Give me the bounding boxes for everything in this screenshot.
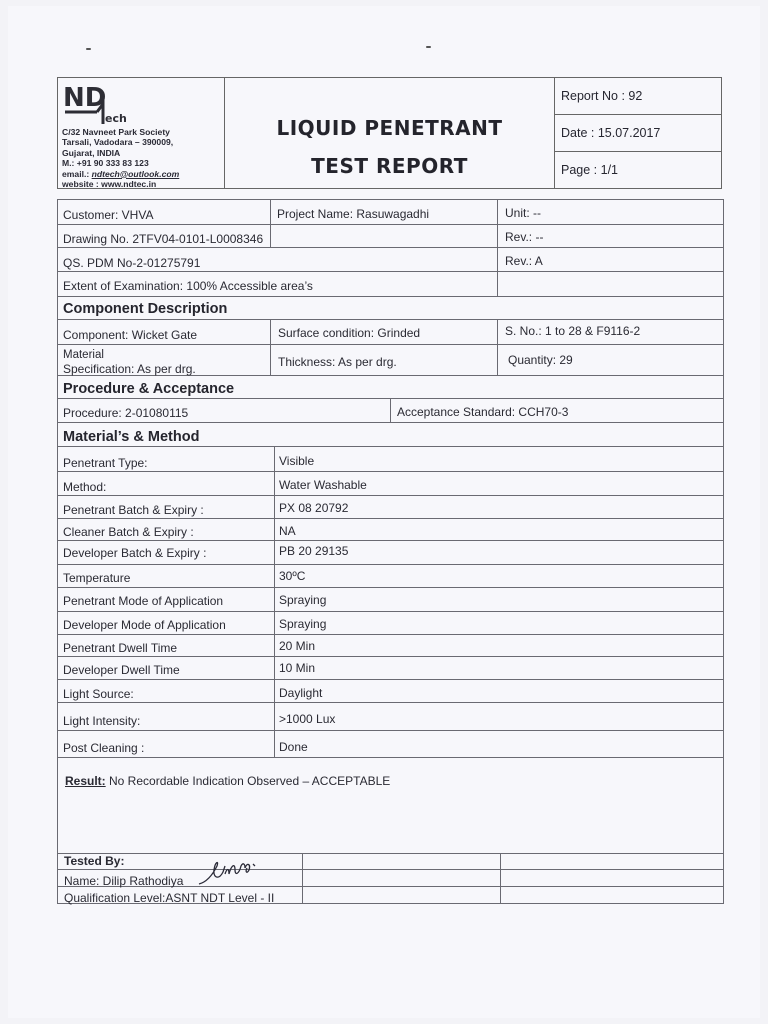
penetrant-dwell-value: 20 Min [279, 639, 316, 653]
section-materials-method: Material’s & Method [63, 429, 200, 445]
penetrant-mode-label: Penetrant Mode of Application [63, 594, 224, 608]
temperature-label: Temperature [63, 571, 131, 585]
serial-numbers: S. No.: 1 to 28 & F9116-2 [505, 324, 641, 338]
company-block [58, 78, 225, 188]
customer: Customer: VHVA [63, 208, 154, 222]
section-component-description: Component Description [63, 301, 228, 317]
address-line: C/32 Navneet Park Society [62, 127, 170, 137]
email-line: email.: ndtech@outlook.com [62, 168, 180, 179]
website-line[interactable]: website : www.ndtec.in [62, 179, 157, 190]
report-title-line1: LIQUID PENETRANT [276, 116, 503, 140]
page-number: Page : 1/1 [561, 163, 618, 177]
light-source-value: Daylight [279, 686, 323, 700]
address-line: M.: +91 90 333 83 123 [62, 158, 149, 169]
developer-mode-value: Spraying [279, 617, 327, 631]
post-cleaning-value: Done [279, 740, 308, 754]
component-name: Component: Wicket Gate [63, 328, 198, 342]
title-block [225, 78, 555, 188]
quantity: Quantity: 29 [508, 353, 573, 367]
report-date: Date : 15.07.2017 [555, 115, 721, 152]
light-intensity-value: >1000 Lux [279, 712, 336, 726]
address-line: Gujarat, INDIA [62, 147, 121, 158]
procedure-number: Procedure: 2-01080115 [63, 406, 189, 420]
developer-batch-label: Developer Batch & Expiry : [63, 546, 207, 560]
penetrant-batch-value: PX 08 20792 [279, 501, 349, 515]
qs-pdm-number: QS. PDM No-2-01275791 [63, 256, 201, 270]
developer-mode-label: Developer Mode of Application [63, 618, 226, 632]
tester-qualification: Qualification Level:ASNT NDT Level - II [64, 891, 275, 905]
developer-dwell-value: 10 Min [279, 661, 316, 675]
extent-of-examination: Extent of Examination: 100% Accessible area’s [63, 279, 313, 293]
temperature-value: 30ºC [279, 569, 306, 583]
unit: Unit: -- [505, 206, 541, 220]
cleaner-batch-label: Cleaner Batch & Expiry : [63, 525, 194, 539]
result [65, 774, 390, 788]
method-value: Water Washable [279, 478, 367, 492]
penetrant-type-value: Visible [279, 454, 315, 468]
light-intensity-label: Light Intensity: [63, 714, 141, 728]
surface-condition: Surface condition: Grinded [278, 326, 421, 340]
developer-batch-value: PB 20 29135 [279, 544, 349, 558]
paper-speck [426, 46, 431, 48]
material-label: Material [63, 349, 104, 361]
svg-text:ech: ech [105, 112, 127, 124]
tested-by-heading: Tested By: [64, 854, 125, 868]
signature [195, 852, 265, 892]
email-link[interactable]: ndtech@outlook.com [91, 168, 180, 179]
svg-text:ND: ND [63, 83, 107, 113]
developer-dwell-label: Developer Dwell Time [63, 663, 180, 677]
material-specification: Specification: As per drg. [63, 362, 196, 376]
light-source-label: Light Source: [63, 687, 134, 701]
report-title-line2: TEST REPORT [311, 154, 468, 178]
method-label: Method: [63, 480, 107, 494]
paper-speck [86, 48, 91, 50]
report-table [57, 199, 724, 904]
acceptance-standard: Acceptance Standard: CCH70-3 [397, 405, 569, 419]
section-procedure-acceptance: Procedure & Acceptance [63, 381, 235, 397]
drawing-number: Drawing No. 2TFV04-0101-L0008346 [63, 232, 264, 246]
penetrant-type-label: Penetrant Type: [63, 456, 148, 470]
result-text: No Recordable Indication Observed – ACCEPTABLE [105, 774, 391, 788]
report-header [57, 77, 722, 189]
tester-name: Name: Dilip Rathodiya [64, 874, 184, 888]
penetrant-dwell-label: Penetrant Dwell Time [63, 641, 178, 655]
address-line: Tarsali, Vadodara – 390009, [62, 137, 174, 148]
cleaner-batch-value: NA [279, 524, 296, 538]
result-label: Result: [65, 774, 106, 788]
project-name: Project Name: Rasuwagadhi [277, 207, 430, 221]
company-address [62, 127, 179, 189]
ndtech-logo [63, 82, 143, 124]
post-cleaning-label: Post Cleaning : [63, 741, 145, 755]
drawing-revision: Rev.: -- [505, 230, 544, 244]
report-number: Report No : 92 [555, 78, 721, 115]
penetrant-mode-value: Spraying [279, 593, 327, 607]
penetrant-batch-label: Penetrant Batch & Expiry : [63, 503, 204, 517]
qs-revision: Rev.: A [505, 254, 543, 268]
report-meta [555, 78, 721, 188]
thickness: Thickness: As per drg. [278, 355, 397, 369]
